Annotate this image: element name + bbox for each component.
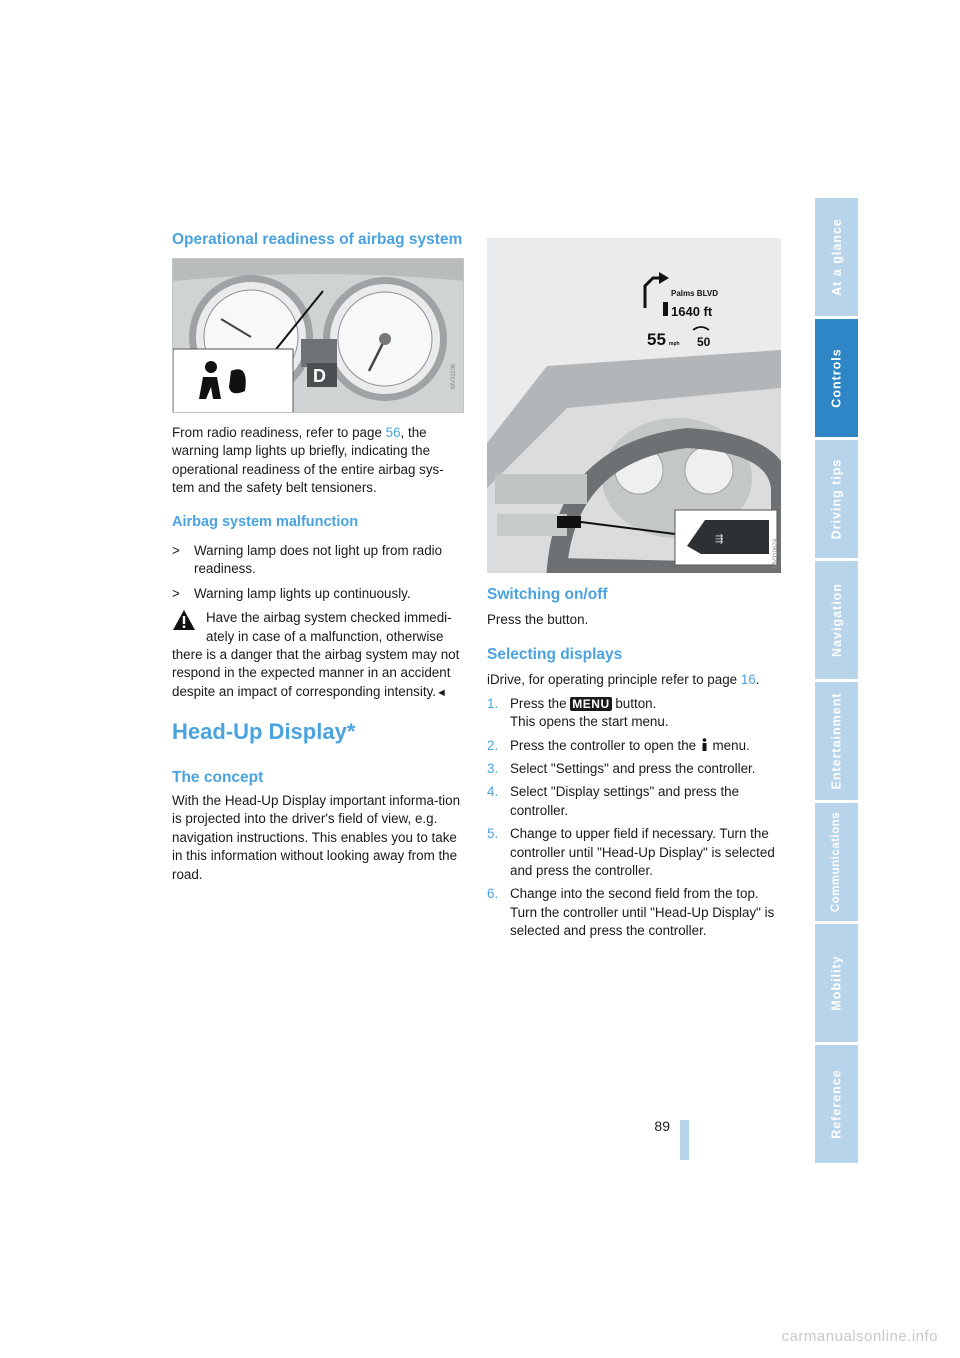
select-intro: [487, 671, 783, 689]
step-text-a: Press the controller to open the: [510, 737, 700, 753]
left-column: [172, 230, 464, 250]
step-item: [487, 825, 783, 880]
step-item: [487, 695, 783, 732]
tab-label: Controls: [829, 348, 844, 408]
section-heading-selecting-displays: Selecting displays: [487, 646, 623, 664]
footer-text[interactable]: carmanualsonline.info: [781, 1328, 938, 1345]
malfunction-section: [172, 512, 464, 702]
page-link-16[interactable]: 16: [740, 672, 756, 688]
head-up-display-illustration: [487, 238, 781, 573]
section-heading-malfunction: Airbag system malfunction: [172, 514, 359, 530]
step-text-b: menu.: [708, 737, 750, 753]
hud-speed-unit: mph: [669, 341, 680, 347]
end-mark: ◄: [436, 686, 447, 699]
tab-driving-tips[interactable]: [815, 440, 858, 558]
tab-reference[interactable]: [815, 1045, 858, 1163]
instrument-cluster-figure: [172, 258, 464, 413]
instrument-cluster-illustration: [173, 259, 464, 413]
tab-label: Navigation: [829, 583, 844, 657]
section-heading-concept: The concept: [172, 769, 264, 786]
hud-street: Palms BLVD: [671, 289, 718, 298]
warning-text: Have the airbag system checked immedi-ately in case of a malfunction, otherwise there is a danger that the airbag system may not respond in the expected manner in an accident despite an impact of corresponding intensity.: [172, 610, 460, 699]
select-intro-end: .: [755, 672, 760, 688]
step-item: [487, 783, 783, 820]
tab-label: Communications: [830, 811, 843, 913]
svg-text:⇶: ⇶: [715, 534, 724, 545]
bullet-marker: >: [172, 543, 180, 558]
footer-watermark: [0, 1318, 960, 1358]
step-number: 5.: [487, 826, 499, 842]
bullet-item: [172, 542, 464, 579]
tab-controls[interactable]: [815, 319, 858, 437]
bullet-marker: >: [172, 585, 180, 601]
tab-mobility[interactable]: [815, 924, 858, 1042]
step-number: 3.: [487, 761, 499, 777]
readiness-text-b: , the warning lamp lights up briefly, indicating the operational readiness of the entire airbag sys-tem and the safety belt tensioners.: [172, 425, 444, 496]
hud-speed: 55: [647, 330, 666, 349]
step-number: 6.: [487, 886, 499, 902]
switch-paragraph: Press the button.: [487, 612, 589, 627]
menu-key-icon: MENU: [572, 696, 610, 711]
hud-section: [172, 718, 464, 884]
tab-label: Reference: [829, 1069, 844, 1139]
step-text: Change into the second field from the top. Turn the controller until "Head-Up Display" is selected and press the controller.: [510, 886, 775, 939]
warning-note: [172, 609, 464, 702]
info-icon: [700, 738, 709, 752]
step-number: 2.: [487, 737, 499, 753]
bullet-text: Warning lamp does not light up from radio readiness.: [194, 543, 443, 577]
hud-speed-limit: 50: [697, 335, 711, 349]
page-number: 89: [654, 1118, 670, 1134]
concept-paragraph: With the Head-Up Display important informa-tion is projected into the driver's field of view, e.g. navigation instructions. This enables you to take in this information without looking away from the road.: [172, 793, 461, 882]
tab-label: At a glance: [829, 218, 844, 296]
page-number-bar: [680, 1120, 689, 1160]
right-column: [487, 585, 783, 941]
readiness-paragraph-block: [172, 424, 464, 498]
step-text-b: button.: [611, 695, 657, 711]
tab-label: Driving tips: [829, 458, 844, 540]
tab-at-a-glance[interactable]: [815, 198, 858, 316]
step-text: [510, 695, 669, 732]
section-heading-airbag-readiness: Operational readiness of airbag system: [172, 231, 463, 248]
step-text: Select "Display settings" and press the controller.: [510, 784, 740, 818]
step-text-c: This opens the start menu.: [510, 714, 669, 730]
section-heading-switching: Switching on/off: [487, 586, 608, 603]
step-text: Select "Settings" and press the controller.: [510, 761, 756, 777]
tab-label: Mobility: [829, 955, 844, 1011]
bullet-item: [172, 585, 464, 603]
step-number: 4.: [487, 784, 499, 800]
step-text: Change to upper field if necessary. Turn the controller until "Head-Up Display" is selected and press the controller.: [510, 826, 775, 879]
step-item: [487, 760, 783, 778]
head-up-display-figure: [487, 238, 781, 573]
readiness-paragraph: [172, 424, 464, 498]
step-item: [487, 885, 783, 940]
tab-label: Entertainment: [829, 692, 844, 790]
tab-navigation[interactable]: [815, 561, 858, 679]
figure-code: MV31062A: [773, 538, 779, 568]
warning-triangle-icon: [172, 609, 196, 631]
svg-text:MV31106: MV31106: [451, 363, 457, 389]
page-link-56[interactable]: 56: [385, 425, 401, 440]
step-number: 1.: [487, 695, 499, 711]
page-title-head-up-display: Head-Up Display*: [172, 719, 356, 744]
bullet-text: Warning lamp lights up continuously.: [194, 585, 411, 601]
tab-entertainment[interactable]: [815, 682, 858, 800]
svg-text:D: D: [313, 366, 326, 386]
hud-distance: 1640 ft: [671, 304, 713, 319]
readiness-text-a: From radio readiness, refer to page: [172, 425, 386, 440]
select-intro-text: iDrive, for operating principle refer to page: [487, 672, 741, 688]
step-text: [510, 737, 750, 755]
step-text-a: Press the: [510, 695, 571, 711]
chapter-sidebar: [815, 198, 858, 1166]
step-item: [487, 737, 783, 755]
tab-communications[interactable]: [815, 803, 858, 921]
